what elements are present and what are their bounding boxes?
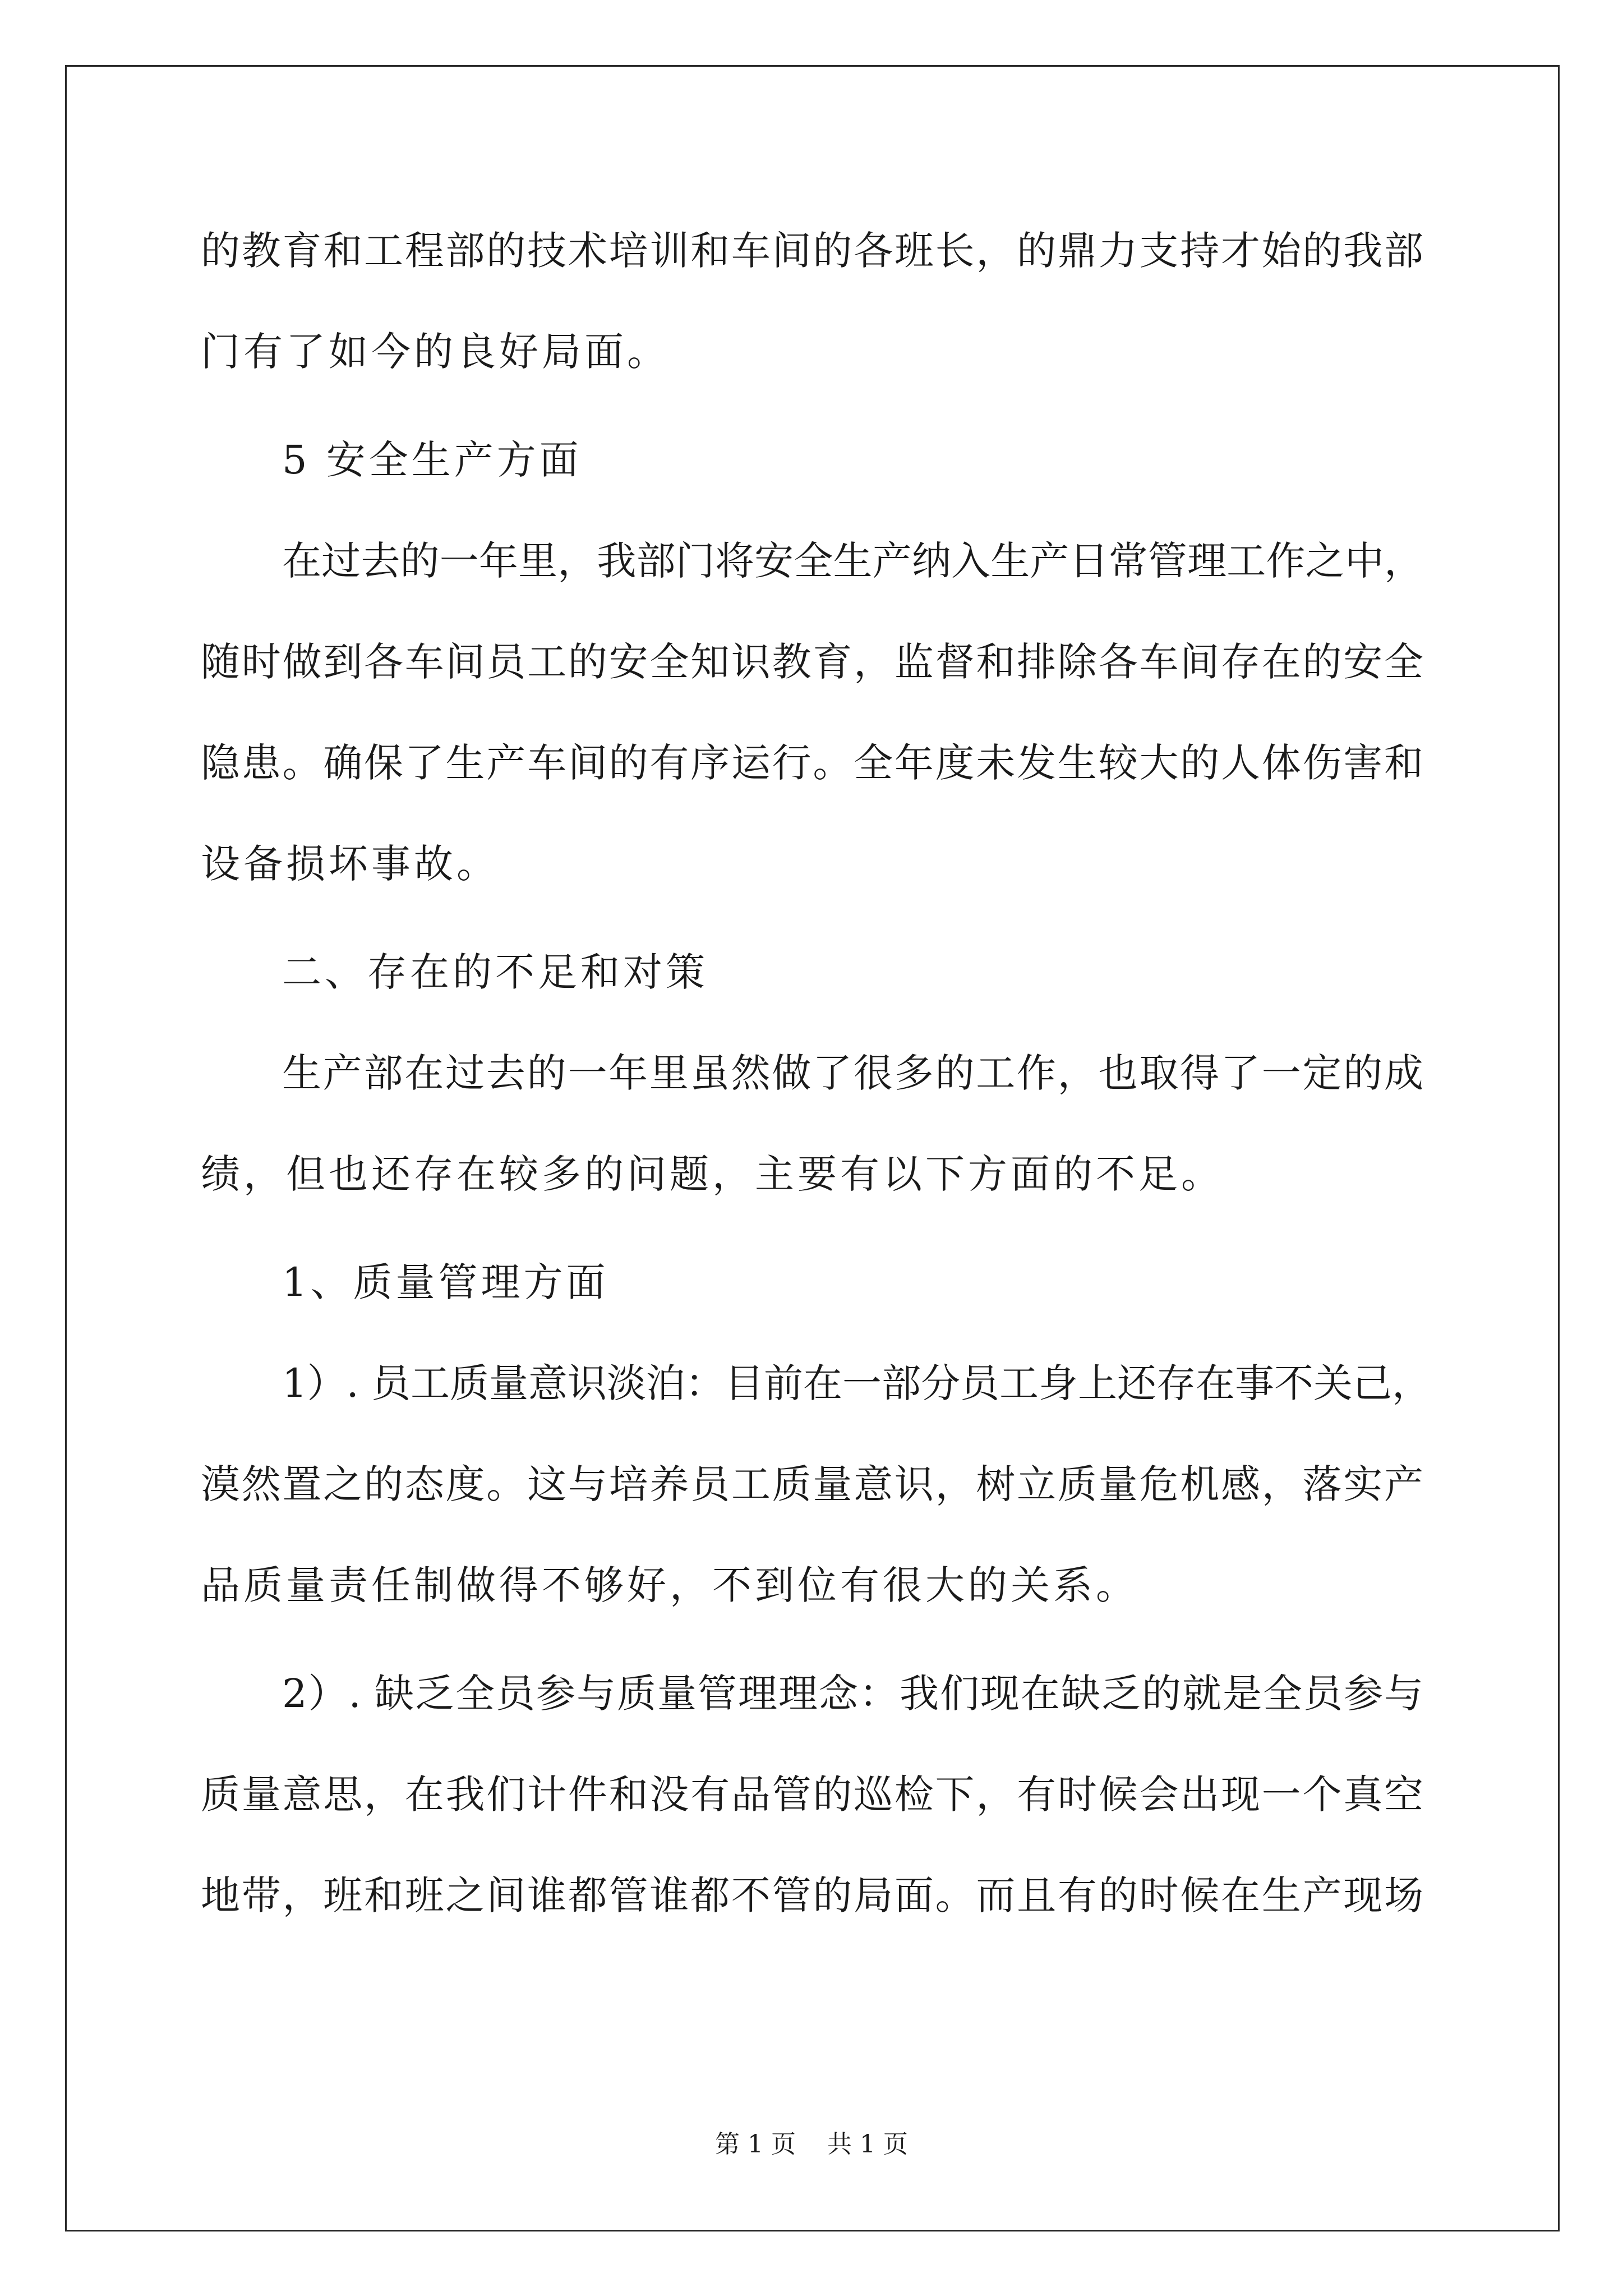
paragraph-line: 隐患。确保了生产车间的有序运行。全年度未发生较大的人体伤害和 [201, 740, 1423, 786]
paragraph-line: 1）. 员工质量意识淡泊：目前在一部分员工身上还存在事不关己， [282, 1360, 1432, 1406]
paragraph-line: 漠然置之的态度。这与培养员工质量意识，树立质量危机感，落实产 [201, 1461, 1423, 1507]
section-heading: 5 安全生产方面 [282, 437, 582, 483]
paragraph-line: 在过去的一年里，我部门将安全生产纳入生产日常管理工作之中， [282, 538, 1423, 584]
section-heading: 二、存在的不足和对策 [282, 949, 708, 995]
paragraph-line: 2）. 缺乏全员参与质量管理理念：我们现在缺乏的就是全员参与 [282, 1671, 1423, 1717]
paragraph-line: 的教育和工程部的技术培训和车间的各班长，的鼎力支持才始的我部 [201, 228, 1423, 274]
paragraph-line: 生产部在过去的一年里虽然做了很多的工作，也取得了一定的成 [282, 1050, 1423, 1096]
paragraph-line: 随时做到各车间员工的安全知识教育，监督和排除各车间存在的安全 [201, 639, 1423, 685]
paragraph-line: 门有了如今的良好局面。 [201, 329, 670, 375]
page-number: 第 1 页 共 1 页 [715, 2130, 908, 2159]
paragraph-line: 设备损坏事故。 [201, 841, 499, 887]
paragraph-line: 地带，班和班之间谁都管谁都不管的局面。而且有的时候在生产现场 [201, 1872, 1423, 1918]
paragraph-line: 绩，但也还存在较多的问题，主要有以下方面的不足。 [201, 1151, 1224, 1197]
section-heading: 1、质量管理方面 [282, 1259, 609, 1305]
paragraph-line: 质量意思，在我们计件和没有品管的巡检下，有时候会出现一个真空 [201, 1772, 1423, 1818]
paragraph-line: 品质量责任制做得不够好，不到位有很大的关系。 [201, 1562, 1138, 1608]
